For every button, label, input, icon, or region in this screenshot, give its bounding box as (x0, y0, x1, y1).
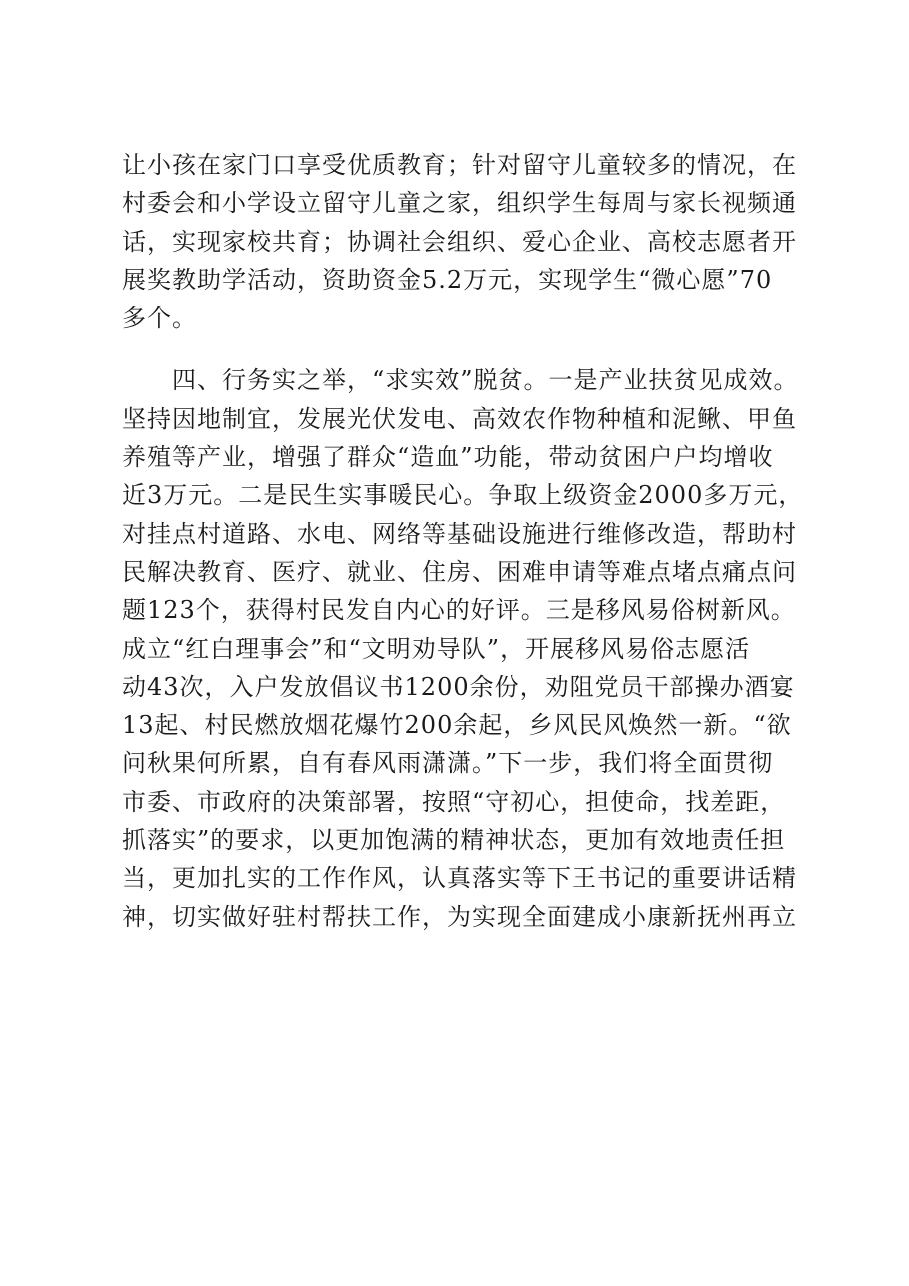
text-line: 市委、市政府的决策部署，按照“守初心，担使命，找差距， (122, 787, 786, 816)
text-line: 成立“红白理事会”和“文明劝导队”，开展移风易俗志愿活 (122, 634, 751, 663)
body-text (122, 146, 802, 936)
text-line: 展奖教助学活动，资助资金5.2万元，实现学生“微心愿”70 (122, 265, 773, 294)
text-line: 四、行务实之举，“求实效”脱贫。一是产业扶贫见成效。 (172, 366, 799, 395)
text-line: 当，更加扎实的工作作风，认真落实等下王书记的重要讲话精 (122, 864, 797, 893)
text-line: 抓落实”的要求，以更加饱满的精神状态，更加有效地责任担 (122, 826, 786, 855)
paragraph-continued (122, 146, 802, 337)
text-line: 坚持因地制宜，发展光伏发电、高效农作物种植和泥鳅、甲鱼 (122, 404, 797, 433)
text-line: 多个。 (122, 304, 197, 333)
text-line: 让小孩在家门口享受优质教育；针对留守儿童较多的情况，在 (122, 151, 797, 179)
text-line: 话，实现家校共育；协调社会组织、爱心企业、高校志愿者开 (122, 227, 797, 256)
text-line: 神，切实做好驻村帮扶工作，为实现全面建成小康新抚州再立 (122, 902, 797, 931)
text-line: 13起、村民燃放烟花爆竹200余起，乡风民风焕然一新。“欲 (122, 711, 792, 740)
text-line: 动43次，入户发放倡议书1200余份，劝阻党员干部操办酒宴 (122, 672, 795, 701)
text-line: 民解决教育、医疗、就业、住房、困难申请等难点堵点痛点问 (122, 557, 797, 586)
paragraph-four (122, 361, 802, 935)
text-line: 近3万元。二是民生实事暖民心。争取上级资金2000多万元， (122, 481, 804, 510)
text-line: 问秋果何所累，自有春风雨潇潇。”下一步，我们将全面贯彻 (122, 749, 774, 778)
text-line: 养殖等产业，增强了群众“造血”功能，带动贫困户户均增收 (122, 443, 774, 472)
text-line: 题123个，获得村民发自内心的好评。三是移风易俗树新风。 (122, 596, 796, 625)
text-line: 对挂点村道路、水电、网络等基础设施进行维修改造，帮助村 (122, 519, 797, 548)
text-line: 村委会和小学设立留守儿童之家，组织学生每周与家长视频通 (122, 189, 797, 218)
paragraph-gap (122, 337, 802, 361)
